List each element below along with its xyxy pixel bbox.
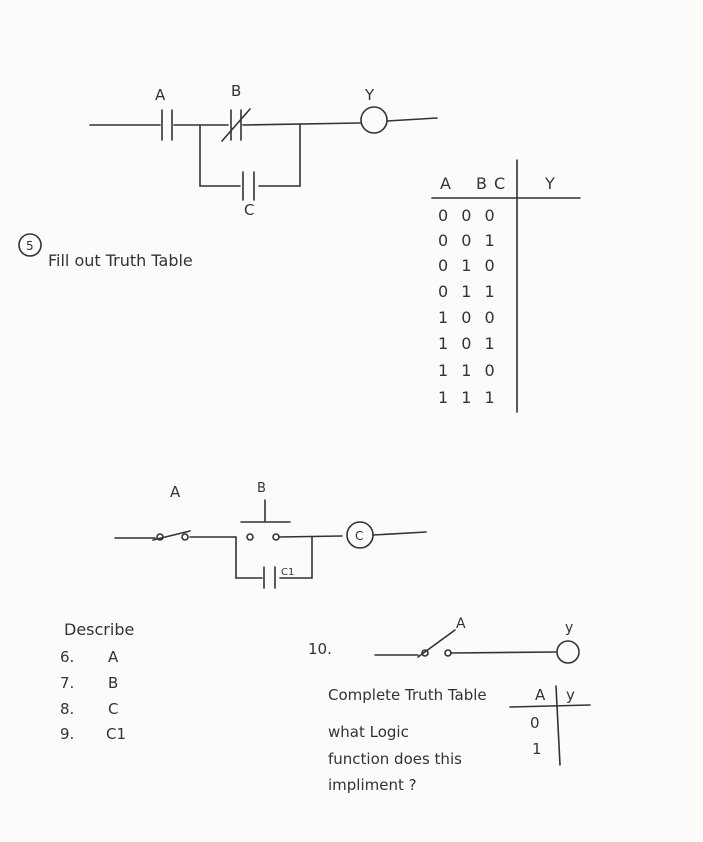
coil-c-label: C (355, 529, 364, 543)
tt2-header-a: A (535, 686, 546, 704)
switch-a-label-2: A (456, 616, 466, 632)
ladder-diagram-1 (90, 107, 437, 200)
switch-b-label: B (257, 481, 266, 496)
describe-item-label: C (108, 700, 119, 718)
tt1-header-c: C (494, 174, 506, 193)
tt2-row: 1 (532, 740, 542, 758)
tt1-header-y: Y (545, 174, 555, 193)
problem-10-number: 10. (308, 640, 332, 658)
problem-10-instruction: Complete Truth Table (328, 686, 487, 704)
describe-item-label: C1 (106, 725, 127, 743)
coil-y-2 (557, 641, 579, 663)
tt1-row: 1 1 0 (438, 361, 499, 380)
switch-a-label: A (170, 483, 181, 501)
tt1-row: 1 1 1 (438, 388, 499, 407)
tt1-row: 0 0 1 (438, 231, 499, 250)
describe-item-number: 7. (60, 674, 75, 692)
contact-c1-normally-open (264, 567, 275, 588)
branch-wire (200, 124, 300, 186)
tt1-row: 1 0 0 (438, 308, 499, 327)
tt1-row: 0 1 0 (438, 256, 499, 275)
problem-10-question-line: impliment ? (328, 776, 417, 794)
coil-y-label: Y (365, 86, 375, 104)
problem-5-instruction: Fill out Truth Table (48, 251, 193, 270)
branch-wire-2 (236, 537, 312, 578)
contact-a-label: A (155, 86, 166, 104)
tt1-header-b: B (476, 174, 487, 193)
tt2-row: 0 (530, 714, 540, 732)
tt1-row: 1 0 1 (438, 334, 499, 353)
describe-item-number: 9. (60, 725, 75, 743)
contact-c1-label: C1 (281, 567, 295, 578)
truth-table-2-lines (510, 686, 590, 765)
tt1-row: 0 1 1 (438, 282, 499, 301)
contact-b-label: B (231, 82, 242, 100)
describe-item-number: 6. (60, 648, 75, 666)
problem-10-question-line: function does this (328, 750, 462, 768)
switch-b-pushbutton (241, 500, 290, 540)
contact-c-normally-open (243, 172, 254, 200)
describe-item-label: A (108, 648, 119, 666)
coil-y-label-2: y (565, 620, 574, 636)
switch-a-normally-closed-2 (418, 630, 455, 657)
contact-a-normally-open (162, 110, 172, 140)
describe-item-label: B (108, 674, 119, 692)
contact-c-label: C (244, 201, 255, 219)
ladder-diagram-3 (375, 630, 579, 663)
switch-a-normally-closed (153, 531, 190, 540)
tt1-row: 0 0 0 (438, 206, 499, 225)
problem-5-number: 5 (26, 239, 34, 253)
describe-item-number: 8. (60, 700, 75, 718)
tt2-header-y: y (566, 686, 575, 704)
describe-title: Describe (64, 620, 135, 639)
ladder-diagram-2 (115, 500, 426, 588)
tt1-header-a: A (440, 174, 451, 193)
coil-y (361, 107, 387, 133)
problem-10-question-line: what Logic (328, 723, 409, 741)
